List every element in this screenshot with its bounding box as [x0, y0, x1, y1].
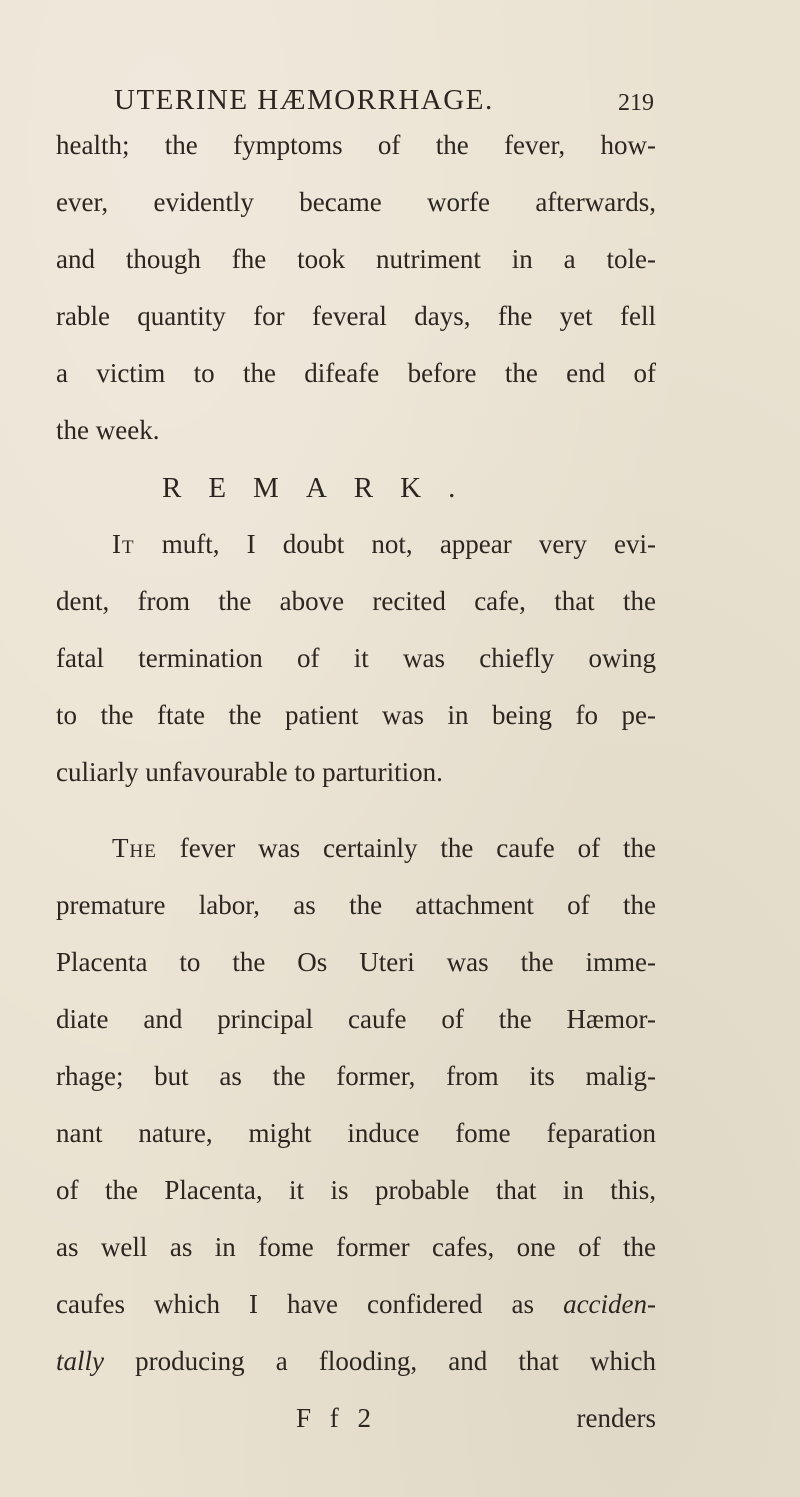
text-line: of the Placenta, it is probable that in this,	[56, 1175, 656, 1205]
signature-mark: F f 2	[296, 1403, 378, 1433]
text-line: rable quantity for feveral days, fhe yet fell	[56, 301, 656, 331]
line-text: muft, I doubt not, appear very evi-	[161, 529, 657, 559]
text-line: dent, from the above recited cafe, that the	[56, 586, 656, 616]
text-line: fatal termination of it was chiefly owing	[56, 643, 656, 673]
page-number: 219	[618, 90, 654, 116]
text-line	[56, 826, 656, 870]
text-line	[56, 1339, 656, 1383]
text-line: as well as in fome former cafes, one of the	[56, 1232, 656, 1262]
italic-word: tally	[56, 1346, 104, 1376]
text-line: premature labor, as the attachment of the	[56, 890, 656, 920]
running-head-title: UTERINE HÆMORRHAGE.	[114, 84, 494, 116]
text-line: culiarly unfavourable to parturition.	[56, 757, 443, 787]
text-line: a victim to the difeafe before the end of	[56, 358, 656, 388]
text-line: health; the fymptoms of the fever, how-	[56, 130, 656, 160]
catchword: renders	[576, 1403, 656, 1433]
section-heading-remark: REMARK.	[162, 472, 483, 504]
text-line: to the ftate the patient was in being fo pe-	[56, 700, 656, 730]
line-text: fever was certainly the caufe of the	[179, 833, 657, 863]
text-line: Placenta to the Os Uteri was the imme-	[56, 947, 656, 977]
text-line: and though fhe took nutriment in a tole-	[56, 244, 656, 274]
text-line: ever, evidently became worfe afterwards,	[56, 187, 656, 217]
line-text: caufes which I have confidered as	[56, 1289, 535, 1319]
line-text: producing a flooding, and that which	[135, 1346, 656, 1376]
initial-word: It	[112, 529, 135, 559]
text-line	[56, 522, 656, 566]
italic-word: acciden-	[563, 1289, 657, 1319]
text-line: rhage; but as the former, from its malig-	[56, 1061, 656, 1091]
running-head	[114, 84, 654, 124]
initial-word: The	[112, 833, 157, 863]
text-line: nant nature, might induce fome feparation	[56, 1118, 656, 1148]
page-footer	[56, 1396, 656, 1440]
text-line: diate and principal caufe of the Hæmor-	[56, 1004, 656, 1034]
text-line: the week.	[56, 415, 160, 445]
text-line	[56, 1282, 656, 1326]
